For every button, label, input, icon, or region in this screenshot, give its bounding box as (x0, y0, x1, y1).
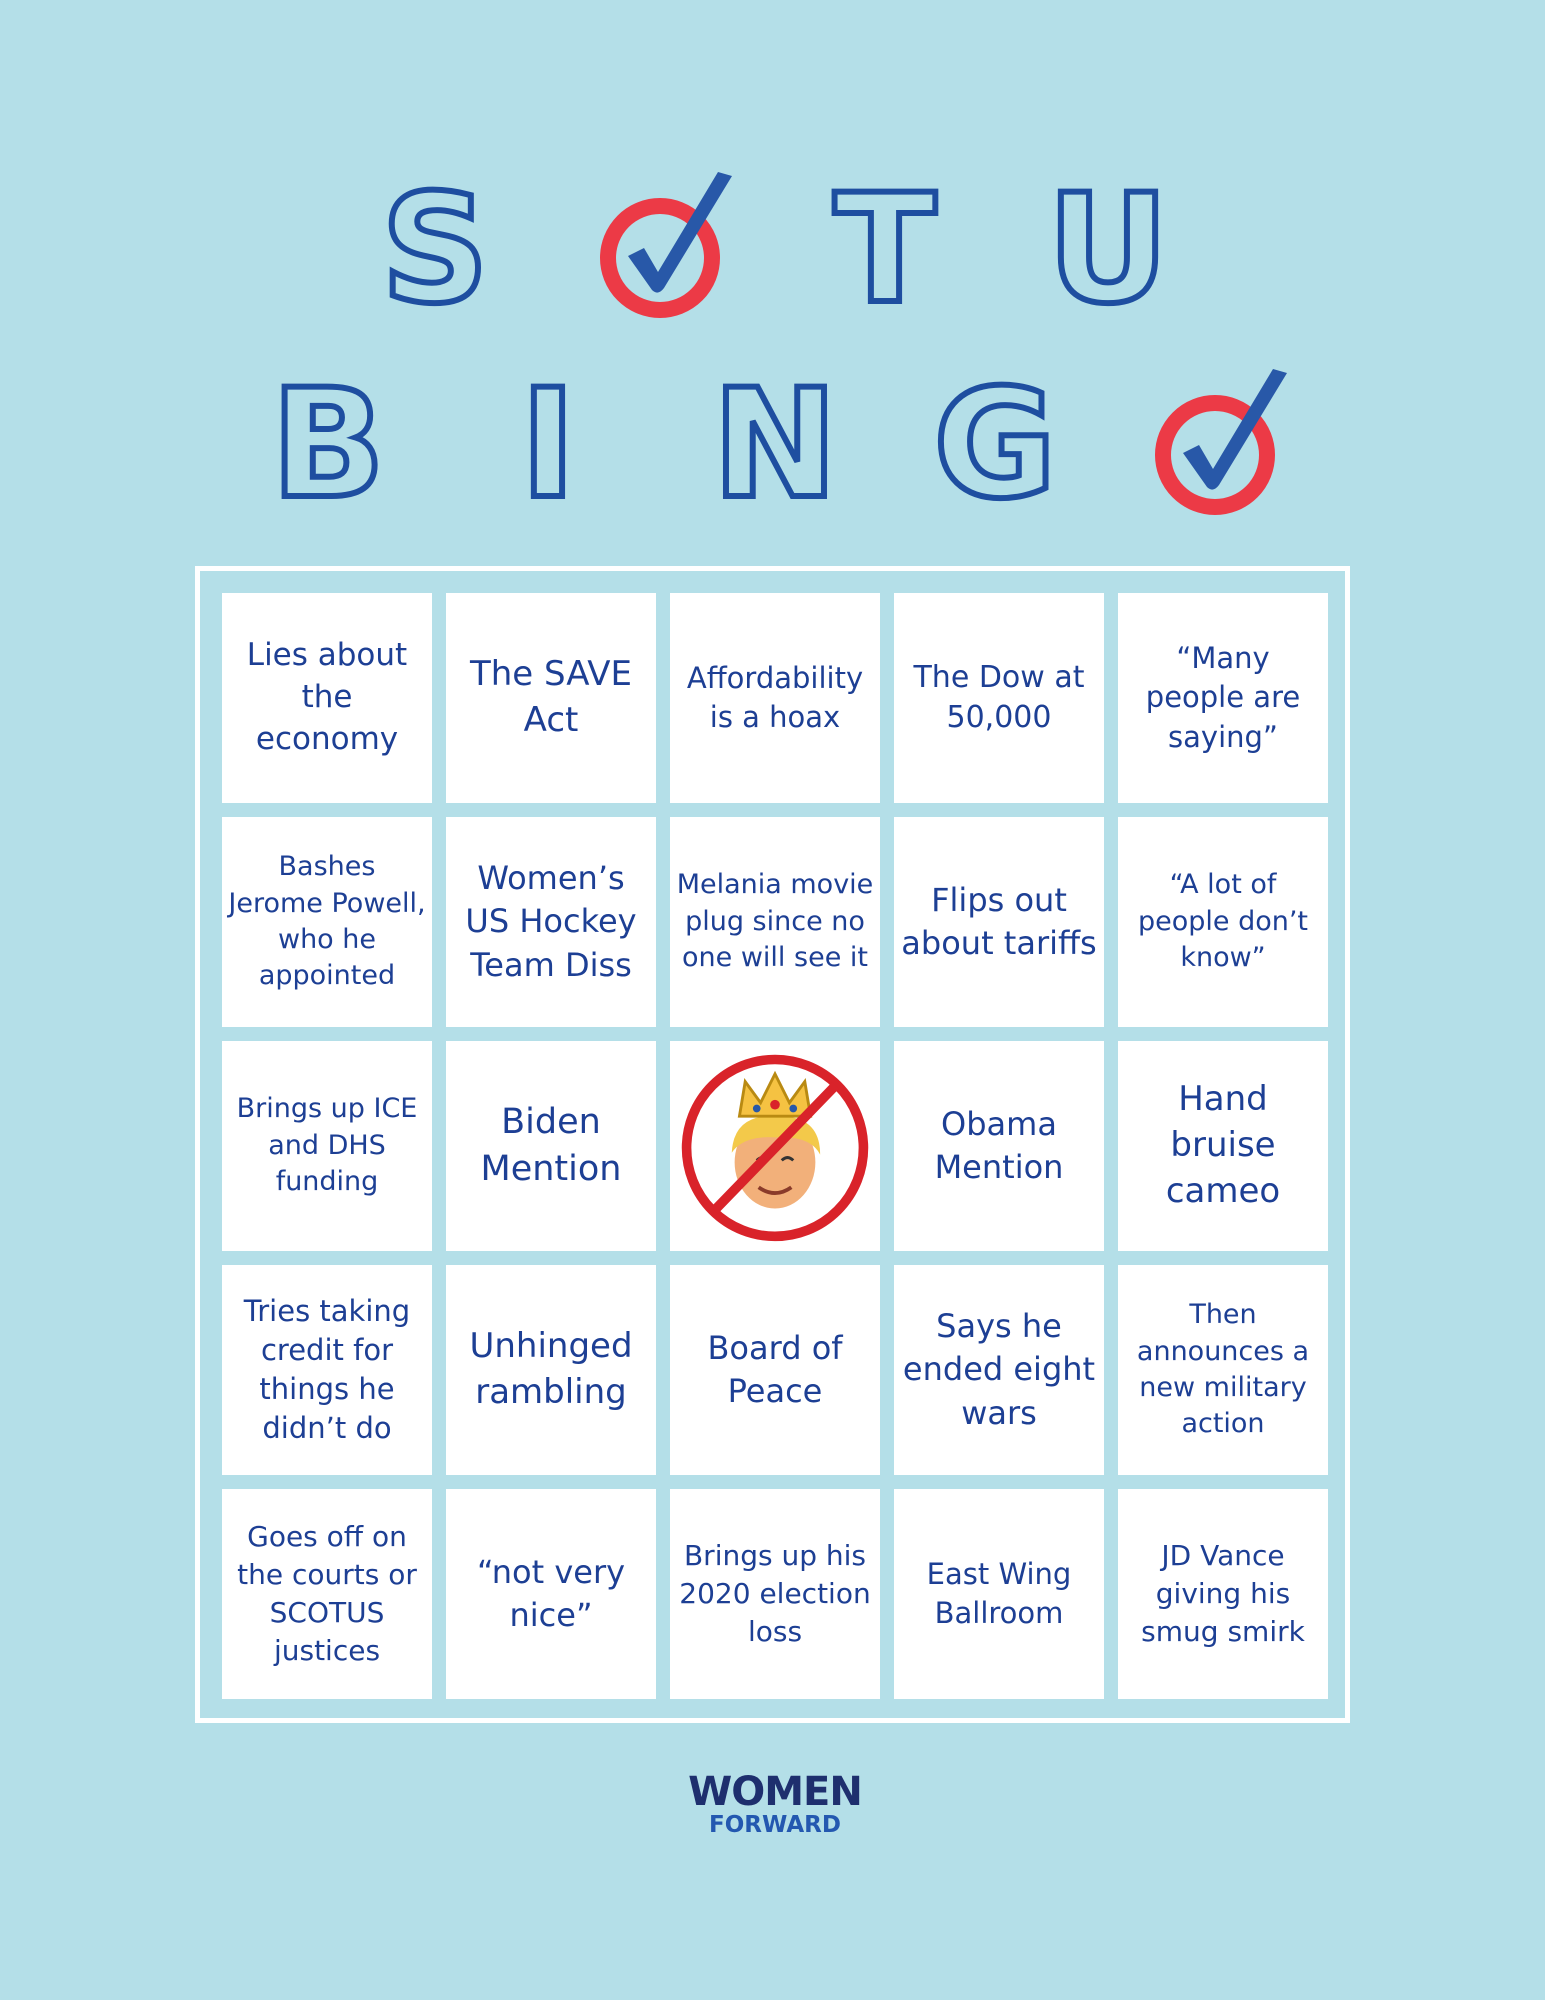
title-letter-b: B (270, 358, 386, 532)
bingo-cell[interactable] (222, 593, 432, 803)
bingo-cell[interactable] (222, 1041, 432, 1251)
bingo-cell[interactable] (894, 817, 1104, 1027)
bingo-cell-label: Obama Mention (934, 1104, 1064, 1186)
bingo-cell-label: Bashes Jerome Powell, who he appointed (228, 851, 426, 992)
bingo-cell[interactable] (670, 1265, 880, 1475)
logo-line2: FORWARD (709, 1812, 841, 1838)
bingo-cell-label: Melania movie plug since no one will see it (676, 869, 874, 974)
title-letter-t: T (833, 163, 937, 337)
bingo-cell[interactable] (894, 1041, 1104, 1251)
bingo-cell-label: Unhinged rambling (469, 1326, 633, 1412)
bingo-cell-label: Affordability is a hoax (686, 660, 864, 734)
check-in-circle-icon (1150, 365, 1300, 515)
bingo-cell[interactable] (670, 1489, 880, 1699)
bingo-cell[interactable] (446, 593, 656, 803)
bingo-cell[interactable] (1118, 593, 1328, 803)
no-king-trump-icon (676, 1043, 874, 1249)
bingo-cell[interactable] (446, 817, 656, 1027)
bingo-cell-label: The SAVE Act (469, 654, 633, 740)
bingo-cell[interactable] (1118, 817, 1328, 1027)
title-letter-u: U (1047, 163, 1169, 337)
bingo-cell[interactable] (894, 593, 1104, 803)
women-forward-logo (680, 1770, 870, 1840)
title-row-bingo (0, 358, 1545, 532)
bingo-cell-label: Board of Peace (707, 1328, 843, 1410)
title-letter-i: I (520, 358, 576, 532)
bingo-cell[interactable] (670, 593, 880, 803)
bingo-cell[interactable] (1118, 1265, 1328, 1475)
bingo-cell-label: Tries taking credit for things he didn’t do (243, 1293, 411, 1446)
title-letter-s: S (380, 163, 490, 337)
bingo-cell-label: Biden Mention (480, 1101, 622, 1189)
bingo-cell-label: Lies about the economy (246, 637, 408, 757)
bingo-cell[interactable] (222, 817, 432, 1027)
bingo-cell-label: JD Vance giving his smug smirk (1141, 1539, 1305, 1648)
bingo-cell-label: “not very nice” (476, 1552, 626, 1634)
bingo-cell-label: “A lot of people don’t know” (1137, 869, 1309, 974)
bingo-cell-label: East Wing Ballroom (926, 1556, 1072, 1630)
title-letter-n: N (712, 358, 838, 532)
bingo-cell[interactable] (446, 1041, 656, 1251)
bingo-cell-label: Goes off on the courts or SCOTUS justices (237, 1520, 417, 1667)
bingo-cell-label: Hand bruise cameo (1165, 1079, 1281, 1211)
bingo-cell-free-space[interactable] (670, 1041, 880, 1251)
bingo-cell-label: Women’s US Hockey Team Diss (465, 859, 637, 984)
bingo-cell[interactable] (670, 817, 880, 1027)
bingo-cell[interactable] (1118, 1489, 1328, 1699)
bingo-cell-label: Brings up his 2020 election loss (679, 1539, 871, 1648)
bingo-cell-label: “Many people are saying” (1145, 641, 1301, 754)
bingo-cell[interactable] (894, 1489, 1104, 1699)
bingo-cell[interactable] (222, 1265, 432, 1475)
check-in-circle-icon (600, 168, 740, 318)
bingo-board (195, 566, 1350, 1723)
bingo-cell-label: Then announces a new military action (1136, 1299, 1310, 1440)
title-row-sotu (0, 163, 1545, 337)
bingo-cell[interactable] (894, 1265, 1104, 1475)
bingo-cell-label: Flips out about tariffs (901, 880, 1097, 962)
bingo-cell-label: Says he ended eight wars (902, 1307, 1096, 1432)
bingo-cell-label: Brings up ICE and DHS funding (236, 1093, 418, 1198)
bingo-cell[interactable] (446, 1489, 656, 1699)
bingo-cell[interactable] (222, 1489, 432, 1699)
bingo-cell-label: The Dow at 50,000 (913, 659, 1085, 735)
bingo-cell[interactable] (446, 1265, 656, 1475)
bingo-cell[interactable] (1118, 1041, 1328, 1251)
logo-line1: WOMEN (688, 1769, 862, 1815)
title-letter-g: G (933, 358, 1057, 532)
